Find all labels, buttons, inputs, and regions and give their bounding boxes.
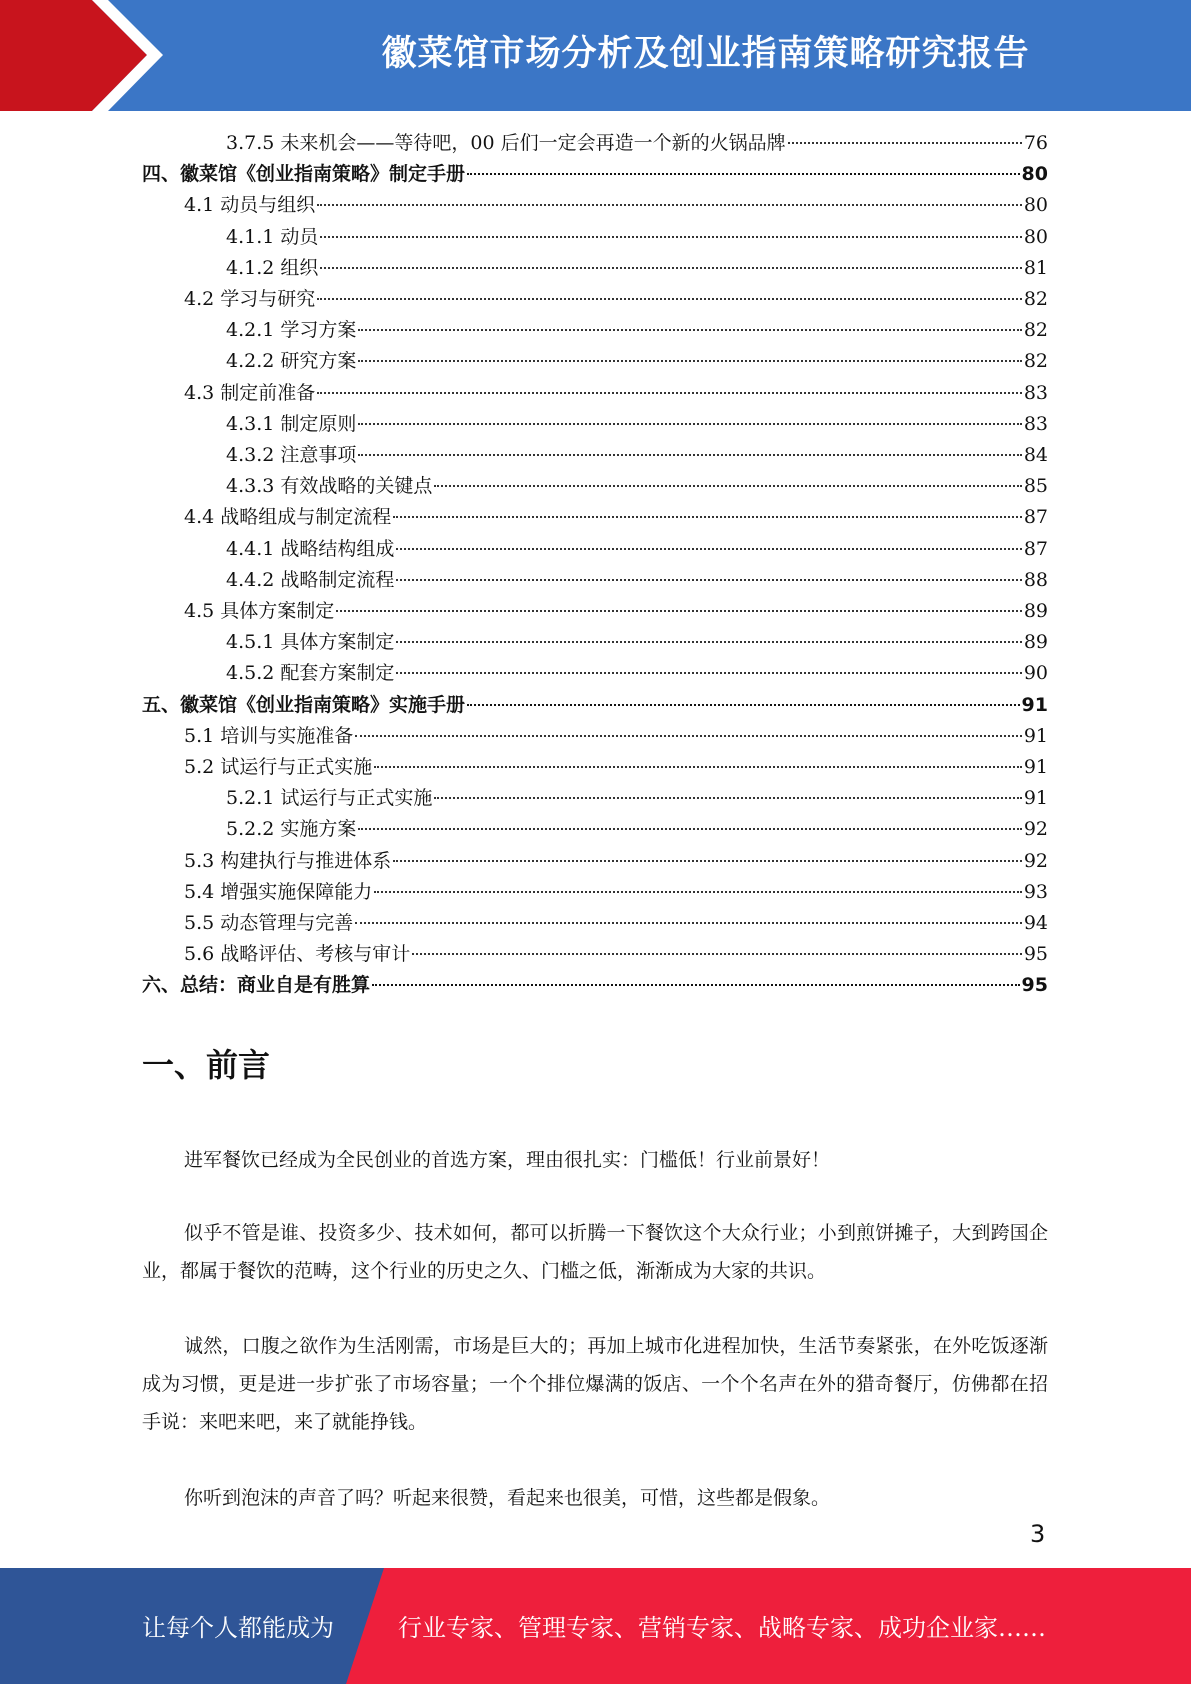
- toc-leader-dots: [320, 236, 1021, 238]
- toc-entry[interactable]: [184, 939, 1048, 970]
- toc-entry-page: 93: [1023, 880, 1048, 903]
- toc-leader-dots: [396, 672, 1021, 674]
- toc-entry-page: 83: [1023, 412, 1048, 435]
- toc-entry-label: 5.6 战略评估、考核与审计: [184, 943, 411, 966]
- toc-entry-page: 91: [1023, 787, 1048, 810]
- toc-entry-label: 4.5.2 配套方案制定: [226, 662, 395, 685]
- footer-slogan-right: 行业专家、管理专家、营销专家、战略专家、成功企业家……: [398, 1614, 1046, 1642]
- toc-entry-label: 4.2.2 研究方案: [226, 350, 357, 373]
- toc-leader-dots: [336, 610, 1022, 612]
- toc-entry-label: 5.4 增强实施保障能力: [184, 880, 373, 903]
- toc-leader-dots: [358, 454, 1021, 456]
- toc-entry-page: 80: [1023, 225, 1048, 248]
- toc-entry-label: 五、徽菜馆《创业指南策略》实施手册: [142, 693, 466, 716]
- toc-entry[interactable]: [184, 752, 1048, 783]
- toc-entry[interactable]: [184, 596, 1048, 627]
- toc-entry[interactable]: [184, 846, 1048, 877]
- toc-entry-label: 4.3.3 有效战略的关键点: [226, 475, 433, 498]
- toc-leader-dots: [467, 173, 1020, 175]
- toc-entry-page: 90: [1023, 662, 1048, 685]
- toc-entry-label: 4.2 学习与研究: [184, 288, 316, 310]
- toc-entry-label: 5.2.2 实施方案: [226, 818, 357, 841]
- toc-entry-page: 95: [1023, 943, 1048, 966]
- toc-entry[interactable]: [184, 908, 1048, 939]
- toc-entry-label: 4.3.2 注意事项: [226, 444, 357, 466]
- toc-entry-page: 80: [1021, 163, 1048, 186]
- toc-entry-page: 76: [1023, 132, 1048, 154]
- toc-leader-dots: [317, 204, 1022, 206]
- toc-entry-label: 4.1 动员与组织: [184, 194, 316, 217]
- toc-entry-label: 5.2.1 试运行与正式实施: [226, 787, 433, 810]
- toc-entry-page: 95: [1021, 974, 1048, 997]
- toc-leader-dots: [434, 485, 1021, 487]
- toc-entry-label: 4.5.1 具体方案制定: [226, 631, 395, 654]
- toc-leader-dots: [467, 704, 1020, 706]
- toc-entry-label: 5.2 试运行与正式实施: [184, 756, 373, 778]
- toc-entry-page: 89: [1023, 631, 1048, 654]
- toc-entry[interactable]: [184, 284, 1048, 315]
- toc-entry-label: 四、徽菜馆《创业指南策略》制定手册: [142, 163, 466, 186]
- toc-leader-dots: [372, 984, 1020, 986]
- header-title: 徽菜馆市场分析及创业指南策略研究报告: [381, 34, 1030, 74]
- toc-leader-dots: [358, 329, 1021, 331]
- toc-entry-page: 87: [1023, 537, 1048, 560]
- toc-leader-dots: [396, 548, 1021, 550]
- paragraph-3: 诚然，口腹之欲作为生活刚需，市场是巨大的；再加上城市化进程加快，生活节奏紧张，在外吃饭逐渐成为习惯，更是进一步扩张了市场容量；一个个排位爆满的饭店、一个个名声在外的猎奇餐厅，仿佛都在招手说：来吧来吧，来了就能挣钱。: [142, 1335, 1048, 1433]
- toc-entry-page: 80: [1023, 194, 1048, 217]
- toc-entry-page: 92: [1023, 818, 1048, 841]
- toc-entry-page: 82: [1023, 350, 1048, 373]
- toc-entry-page: 89: [1023, 600, 1048, 622]
- toc-entry[interactable]: [226, 409, 1048, 440]
- toc-entry[interactable]: [184, 877, 1048, 908]
- toc-entry[interactable]: [226, 440, 1048, 471]
- toc-entry-page: 82: [1023, 319, 1048, 342]
- toc-leader-dots: [396, 579, 1021, 581]
- toc-entry-page: 85: [1023, 475, 1048, 498]
- toc-entry[interactable]: [142, 690, 1048, 721]
- paragraph-4: 你听到泡沫的声音了吗？听起来很赞，看起来也很美，可惜，这些都是假象。: [184, 1487, 831, 1509]
- toc-leader-dots: [355, 735, 1022, 737]
- toc-entry-label: 4.3 制定前准备: [184, 381, 316, 404]
- toc-leader-dots: [358, 828, 1021, 830]
- toc-leader-dots: [788, 142, 1022, 144]
- toc-entry-page: 91: [1023, 724, 1048, 747]
- toc-entry-page: 82: [1023, 288, 1048, 310]
- toc-entry[interactable]: [142, 159, 1048, 190]
- section-title: 一、前言: [142, 1046, 271, 1084]
- toc-entry[interactable]: [226, 471, 1048, 502]
- toc-entry-page: 92: [1023, 849, 1048, 872]
- toc-entry[interactable]: [226, 658, 1048, 689]
- page-footer: [0, 1568, 1191, 1684]
- toc-leader-dots: [396, 641, 1021, 643]
- toc-entry[interactable]: [142, 970, 1048, 1001]
- toc-entry[interactable]: [226, 253, 1048, 284]
- toc-entry-page: 81: [1023, 256, 1048, 279]
- toc-entry-page: 88: [1023, 568, 1048, 591]
- toc-entry-label: 4.1.1 动员: [226, 225, 319, 248]
- toc-entry-label: 六、总结：商业自是有胜算: [142, 974, 371, 997]
- toc-leader-dots: [317, 298, 1022, 300]
- toc-entry-label: 4.3.1 制定原则: [226, 412, 357, 435]
- page-header: [0, 0, 1191, 111]
- toc-entry-label: 3.7.5 未来机会——等待吧，00 后们一定会再造一个新的火锅品牌: [226, 132, 786, 154]
- toc-leader-dots: [374, 766, 1022, 768]
- toc-leader-dots: [374, 891, 1022, 893]
- toc-entry[interactable]: [226, 315, 1048, 346]
- toc-leader-dots: [355, 922, 1022, 924]
- toc-leader-dots: [358, 360, 1021, 362]
- page-number: 3: [1030, 1520, 1046, 1548]
- toc-entry[interactable]: [184, 378, 1048, 409]
- paragraph-1: 进军餐饮已经成为全民创业的首选方案，理由很扎实：门槛低！行业前景好！: [184, 1149, 831, 1171]
- toc-entry-label: 5.3 构建执行与推进体系: [184, 849, 392, 872]
- toc-entry-page: 91: [1023, 756, 1048, 778]
- toc-entry[interactable]: [226, 783, 1048, 814]
- toc-entry[interactable]: [226, 627, 1048, 658]
- toc-entry-page: 87: [1023, 506, 1048, 529]
- toc-entry[interactable]: [184, 721, 1048, 752]
- toc-leader-dots: [393, 860, 1022, 862]
- toc-entry[interactable]: [226, 814, 1048, 845]
- toc-entry-label: 4.4.1 战略结构组成: [226, 537, 395, 560]
- toc-leader-dots: [412, 953, 1022, 955]
- toc-entry[interactable]: [184, 502, 1048, 533]
- toc-entry[interactable]: [226, 346, 1048, 377]
- toc-entry[interactable]: [184, 190, 1048, 221]
- toc-entry-label: 5.1 培训与实施准备: [184, 724, 354, 747]
- toc-leader-dots: [320, 267, 1021, 269]
- toc-entry-label: 5.5 动态管理与完善: [184, 912, 354, 934]
- toc-entry[interactable]: [226, 534, 1048, 565]
- toc-entry-page: 83: [1023, 381, 1048, 404]
- toc-leader-dots: [358, 423, 1021, 425]
- toc-leader-dots: [434, 797, 1021, 799]
- toc-entry-label: 4.5 具体方案制定: [184, 600, 335, 622]
- toc-entry[interactable]: [226, 222, 1048, 253]
- toc-entry-page: 94: [1023, 912, 1048, 934]
- toc-leader-dots: [317, 392, 1022, 394]
- toc-entry-label: 4.2.1 学习方案: [226, 319, 357, 342]
- toc-entry[interactable]: [226, 565, 1048, 596]
- toc-entry-label: 4.4.2 战略制定流程: [226, 568, 395, 591]
- toc-entry[interactable]: [226, 128, 1048, 159]
- toc-entry-page: 84: [1023, 444, 1048, 466]
- toc-leader-dots: [393, 516, 1022, 518]
- toc-entry-label: 4.4 战略组成与制定流程: [184, 506, 392, 529]
- footer-slogan-left: 让每个人都能成为: [142, 1614, 334, 1642]
- toc-entry-label: 4.1.2 组织: [226, 256, 319, 279]
- paragraph-2: 似乎不管是谁、投资多少、技术如何，都可以折腾一下餐饮这个大众行业；小到煎饼摊子，大到跨国企业，都属于餐饮的范畴，这个行业的历史之久、门槛之低，渐渐成为大家的共识。: [142, 1222, 1048, 1282]
- toc-entry-page: 91: [1021, 693, 1048, 716]
